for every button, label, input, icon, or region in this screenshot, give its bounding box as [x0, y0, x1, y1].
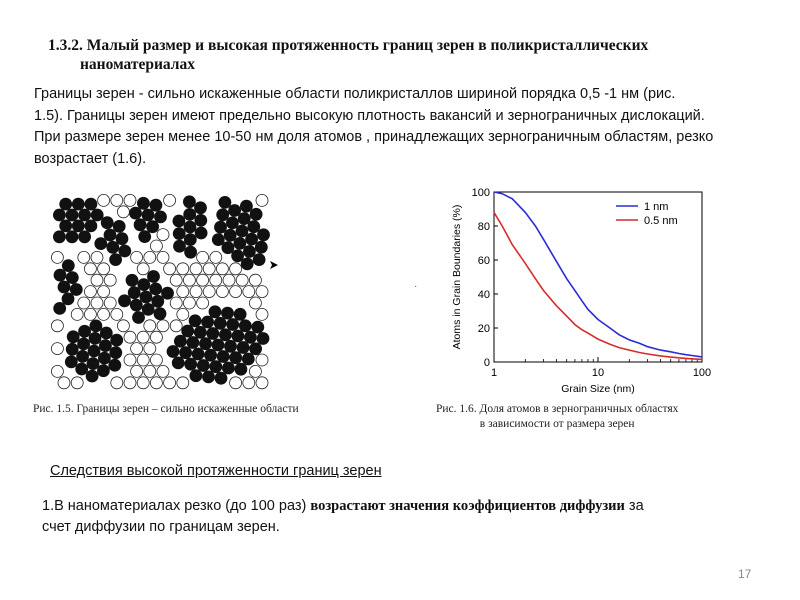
- page-number: 17: [738, 567, 752, 581]
- grain-atom: [173, 227, 186, 240]
- boundary-atom: [190, 286, 202, 298]
- section-heading: [48, 36, 768, 74]
- grain-atom: [257, 332, 270, 345]
- grain-atom: [219, 328, 232, 341]
- grain-atom: [66, 209, 79, 222]
- grain-atom: [110, 334, 123, 347]
- boundary-atom: [91, 251, 103, 263]
- boundary-atom: [230, 263, 242, 275]
- boundary-atom: [51, 320, 63, 332]
- figure-1-5-caption: Рис. 1.5. Границы зерен – сильно искаженные области: [33, 403, 299, 415]
- boundary-atom: [230, 286, 242, 298]
- grain-atom: [161, 287, 174, 300]
- boundary-atom: [71, 308, 83, 320]
- boundary-atom: [111, 377, 123, 389]
- grain-atom: [209, 305, 222, 318]
- x-axis-label: Grain Size (nm): [561, 383, 635, 395]
- boundary-atom: [111, 194, 123, 206]
- grain-atom: [97, 364, 110, 377]
- consequence-item-1: [42, 496, 772, 538]
- boundary-atom: [157, 365, 169, 377]
- grain-atom: [85, 198, 98, 211]
- boundary-atom: [104, 297, 116, 309]
- y-tick-label: 80: [477, 221, 490, 233]
- boundary-atom: [78, 251, 90, 263]
- boundary-atom: [170, 297, 182, 309]
- grain-atom: [88, 345, 101, 358]
- grain-atom: [204, 349, 217, 362]
- boundary-atom: [243, 377, 255, 389]
- grain-atom: [184, 246, 197, 259]
- boundary-atom: [190, 263, 202, 275]
- arrow-marker: [270, 261, 278, 269]
- grain-atom: [78, 209, 91, 222]
- x-tick-label: 1: [490, 367, 498, 379]
- figure-1-6-caption: [436, 402, 678, 432]
- boundary-atom: [197, 297, 209, 309]
- grain-atom: [241, 258, 254, 271]
- consequence-item-1-suffix: за: [624, 498, 644, 514]
- grain-atom: [250, 208, 263, 221]
- grain-atom: [221, 307, 234, 320]
- boundary-atom: [256, 286, 268, 298]
- grain-atom: [194, 214, 207, 227]
- grain-atom: [75, 363, 88, 376]
- boundary-atom: [170, 274, 182, 286]
- grain-atom: [86, 370, 99, 383]
- boundary-atom: [177, 286, 189, 298]
- boundary-atom: [236, 274, 248, 286]
- boundary-atom: [84, 308, 96, 320]
- grain-atom: [197, 359, 210, 372]
- grain-atom: [226, 318, 239, 331]
- grain-atom: [72, 198, 85, 211]
- boundary-atom: [51, 251, 63, 263]
- boundary-atom: [157, 251, 169, 263]
- grain-atom: [239, 319, 252, 332]
- boundary-atom: [104, 274, 116, 286]
- boundary-atom: [137, 263, 149, 275]
- grain-atom: [116, 232, 129, 245]
- boundary-atom: [150, 377, 162, 389]
- boundary-atom: [164, 263, 176, 275]
- boundary-atom: [197, 251, 209, 263]
- boundary-atom: [170, 320, 182, 332]
- boundary-atom: [137, 377, 149, 389]
- boundary-atom: [164, 377, 176, 389]
- grain-atom: [138, 230, 151, 243]
- section-heading-line2: наноматериалах: [80, 56, 195, 73]
- grain-atom: [98, 352, 111, 365]
- boundary-atom: [91, 274, 103, 286]
- boundary-atom: [137, 354, 149, 366]
- grain-atom: [90, 320, 103, 333]
- grain-atom: [189, 314, 202, 327]
- stray-dot: ·: [414, 282, 418, 293]
- grain-atom: [118, 245, 131, 258]
- grain-atom: [172, 357, 185, 370]
- boundary-atom: [157, 229, 169, 241]
- boundary-atom: [157, 320, 169, 332]
- boundary-atom: [216, 286, 228, 298]
- figure-1-6-caption-line2: в зависимости от размера зерен: [479, 418, 635, 430]
- grain-atom: [184, 233, 197, 246]
- boundary-atom: [256, 377, 268, 389]
- boundary-atom: [111, 308, 123, 320]
- boundary-atom: [131, 343, 143, 355]
- grain-atom: [53, 209, 66, 222]
- grain-atom: [251, 321, 264, 334]
- grain-atom: [222, 362, 235, 375]
- intro-line-2: 1.5). Границы зерен имеют предельно высокую плотность вакансий и зернограничных дислокаций.: [34, 107, 705, 124]
- boundary-atom: [51, 343, 63, 355]
- y-tick-label: 20: [477, 323, 490, 335]
- boundary-atom: [203, 286, 215, 298]
- grain-atom: [249, 342, 262, 355]
- boundary-atom: [216, 263, 228, 275]
- grain-atom: [150, 199, 163, 212]
- grain-atom: [62, 259, 75, 272]
- grain-atom: [187, 336, 200, 349]
- y-tick-label: 0: [483, 357, 490, 369]
- grain-atom: [181, 325, 194, 338]
- grain-atom: [67, 330, 80, 343]
- grain-atom: [66, 271, 79, 284]
- grain-atom: [257, 228, 270, 241]
- grain-atom: [192, 348, 205, 361]
- grain-atom: [87, 357, 100, 370]
- boundary-atom: [249, 365, 261, 377]
- grain-atom: [173, 215, 186, 228]
- x-tick-label: 100: [692, 367, 712, 379]
- grain-boundary-atoms-figure: [50, 193, 272, 391]
- boundary-atom: [243, 286, 255, 298]
- boundary-atom: [117, 206, 129, 218]
- boundary-atom: [256, 308, 268, 320]
- boundary-atom: [210, 251, 222, 263]
- boundary-atom: [124, 354, 136, 366]
- boundary-atom: [124, 331, 136, 343]
- grain-atom: [184, 358, 197, 371]
- grain-atom: [234, 308, 247, 321]
- boundary-atom: [203, 263, 215, 275]
- grain-atom: [77, 338, 90, 351]
- boundary-atom: [131, 251, 143, 263]
- boundary-atom: [150, 331, 162, 343]
- grain-atom: [183, 208, 196, 221]
- grain-atom: [101, 216, 114, 229]
- consequence-item-1-prefix: 1.В наноматериалах резко (до 100 раз): [42, 498, 311, 514]
- boundary-atom: [98, 308, 110, 320]
- boundary-atom: [51, 365, 63, 377]
- grain-atom: [215, 372, 228, 385]
- grain-atom: [229, 351, 242, 364]
- grain-atom: [232, 330, 245, 343]
- boundary-atom: [183, 274, 195, 286]
- consequence-item-1-line2: счет диффузии по границам зерен.: [42, 519, 280, 535]
- grain-atom: [70, 283, 83, 296]
- grain-atom: [209, 360, 222, 373]
- boundary-atom: [71, 377, 83, 389]
- grain-atom: [65, 356, 78, 369]
- boundary-atom: [98, 286, 110, 298]
- legend-label-2: 0.5 nm: [644, 215, 678, 227]
- boundary-atom: [144, 251, 156, 263]
- consequences-title: Следствия высокой протяженности границ зерен: [50, 463, 382, 479]
- boundary-atom: [150, 354, 162, 366]
- y-axis-label: Atoms in Grain Boundaries (%): [451, 204, 463, 350]
- boundary-atom: [137, 331, 149, 343]
- grain-atom: [173, 240, 186, 253]
- boundary-atom: [58, 377, 70, 389]
- boundary-atom: [230, 377, 242, 389]
- grain-atom: [183, 195, 196, 208]
- boundary-atom: [144, 320, 156, 332]
- grain-atom: [137, 197, 150, 210]
- boundary-atom: [164, 194, 176, 206]
- figure-1-6-caption-line1: Рис. 1.6. Доля атомов в зернограничных областях: [436, 403, 679, 415]
- boundary-atom: [124, 377, 136, 389]
- grain-atom: [184, 221, 197, 234]
- grain-atom: [100, 327, 113, 340]
- y-tick-label: 100: [471, 187, 490, 199]
- grain-atom: [167, 345, 180, 358]
- legend-label-1: 1 nm: [644, 201, 669, 213]
- series-line-2: [494, 212, 702, 359]
- grain-atom: [235, 363, 248, 376]
- boundary-atom: [177, 377, 189, 389]
- grain-atom: [59, 198, 72, 211]
- atom-lattice: [51, 194, 270, 388]
- boundary-atom: [197, 274, 209, 286]
- grain-atom: [212, 339, 225, 352]
- grain-atom: [78, 230, 91, 243]
- boundary-atom: [78, 297, 90, 309]
- boundary-atom: [249, 297, 261, 309]
- grain-atom: [244, 331, 257, 344]
- grain-atom: [126, 274, 139, 287]
- grain-atom: [253, 253, 266, 266]
- grain-atom: [255, 241, 268, 254]
- boundary-atom: [177, 263, 189, 275]
- boundary-atom: [84, 263, 96, 275]
- grain-atom: [147, 270, 160, 283]
- grain-atom: [149, 283, 162, 296]
- boundary-atom: [256, 354, 268, 366]
- boundary-atom: [210, 274, 222, 286]
- y-tick-label: 40: [477, 289, 490, 301]
- boundary-atom: [117, 320, 129, 332]
- grain-atom: [195, 227, 208, 240]
- boundary-atom: [183, 297, 195, 309]
- grain-atom: [201, 316, 214, 329]
- intro-line-3: При размере зерен менее 10-50 нм доля атомов , принадлежащих зернограничным областям, резко: [34, 129, 714, 145]
- grain-atom: [85, 220, 98, 233]
- y-tick-label: 60: [477, 255, 490, 267]
- boundary-atom: [91, 297, 103, 309]
- boundary-atom: [144, 365, 156, 377]
- grain-atom: [190, 369, 203, 382]
- boundary-atom: [144, 343, 156, 355]
- boundary-atom: [131, 365, 143, 377]
- intro-line-4: возрастает (1.6).: [34, 150, 147, 167]
- grain-atom: [53, 230, 66, 243]
- intro-paragraph: [34, 84, 769, 170]
- grain-atom: [206, 327, 219, 340]
- boundary-atom: [223, 274, 235, 286]
- grain-atom: [66, 230, 79, 243]
- consequence-item-1-bold: возрастают значения коэффициентов диффузии: [310, 498, 625, 514]
- section-heading-line1: 1.3.2. Малый размер и высокая протяженность границ зерен в поликристаллических: [48, 37, 649, 54]
- grain-atom: [59, 220, 72, 233]
- boundary-atom: [249, 274, 261, 286]
- boundary-atom: [124, 194, 136, 206]
- grain-atom: [194, 326, 207, 339]
- boundary-atom: [98, 194, 110, 206]
- x-tick-label: 10: [591, 367, 605, 379]
- grain-atom: [76, 350, 89, 363]
- grain-atom: [72, 220, 85, 233]
- grain-atom: [108, 359, 121, 372]
- grain-atom: [113, 220, 126, 233]
- grain-atom: [78, 325, 91, 338]
- intro-line-1: Границы зерен - сильно искаженные области поликристаллов шириной порядка 0,5 -1 нм (рис.: [34, 86, 676, 102]
- grain-atom: [194, 201, 207, 214]
- grain-atom: [99, 339, 112, 352]
- consequence-item-1-line1: [42, 496, 772, 517]
- boundary-atom: [98, 263, 110, 275]
- grain-atom: [109, 346, 122, 359]
- grain-atom: [154, 307, 167, 320]
- boundary-atom: [177, 308, 189, 320]
- grain-atom: [224, 340, 237, 353]
- boundary-atom: [150, 240, 162, 252]
- grain-atom: [89, 332, 102, 345]
- grain-boundary-chart: [420, 182, 720, 397]
- boundary-atom: [84, 286, 96, 298]
- grain-atom: [66, 343, 79, 356]
- boundary-atom: [256, 194, 268, 206]
- grain-atom: [154, 211, 167, 224]
